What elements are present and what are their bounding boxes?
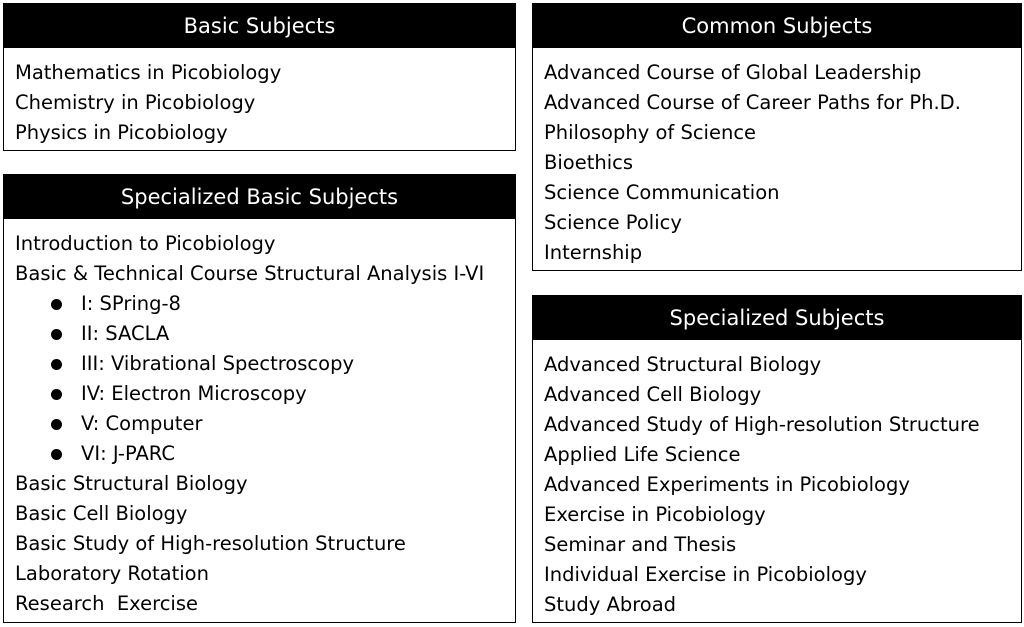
structural-analysis-sub-item (15, 439, 505, 469)
structural-analysis-sub-item (15, 319, 505, 349)
basic-subject-item: Chemistry in Picobiology (15, 91, 256, 114)
bullet-icon (51, 329, 62, 340)
specialized-basic-subject-item: Basic Study of High-resolution Structure (15, 532, 406, 555)
basic-subject-item: Mathematics in Picobiology (15, 61, 282, 84)
common-subject-item: Bioethics (544, 151, 634, 174)
sub-item-label: II: SACLA (81, 322, 170, 345)
specialized-subjects-header: Specialized Subjects (533, 296, 1021, 340)
specialized-basic-subject-item: Basic & Technical Course Structural Analysis I-VI (15, 262, 485, 285)
bullet-icon (51, 449, 62, 460)
basic-subjects-list (4, 48, 515, 148)
specialized-subject-item: Individual Exercise in Picobiology (544, 563, 867, 586)
structural-analysis-sub-item (15, 379, 505, 409)
specialized-basic-subject-item: Basic Structural Biology (15, 472, 248, 495)
common-subject-item: Philosophy of Science (544, 121, 757, 144)
common-subjects-header: Common Subjects (533, 4, 1021, 48)
bullet-icon (51, 359, 62, 370)
structural-analysis-sub-item (15, 289, 505, 319)
common-subject-item: Science Communication (544, 181, 780, 204)
specialized-subject-item: Advanced Study of High-resolution Structure (544, 413, 980, 436)
common-subject-item: Advanced Course of Global Leadership (544, 61, 922, 84)
basic-subjects-box (3, 3, 516, 151)
common-subject-item: Science Policy (544, 211, 682, 234)
specialized-basic-subject-item: Introduction to Picobiology (15, 232, 276, 255)
specialized-subject-item: Advanced Cell Biology (544, 383, 762, 406)
common-subject-item: Internship (544, 241, 643, 264)
bullet-icon (51, 419, 62, 430)
specialized-basic-subjects-list (4, 219, 515, 619)
sub-item-label: I: SPring-8 (81, 292, 181, 315)
specialized-subject-item: Advanced Experiments in Picobiology (544, 473, 910, 496)
specialized-subject-item: Applied Life Science (544, 443, 741, 466)
specialized-basic-subjects-header: Specialized Basic Subjects (4, 175, 515, 219)
specialized-basic-subject-item: Laboratory Rotation (15, 562, 209, 585)
common-subjects-box (532, 3, 1022, 271)
sub-item-label: III: Vibrational Spectroscopy (81, 352, 354, 375)
sub-item-label: VI: J-PARC (81, 442, 175, 465)
bullet-icon (51, 389, 62, 400)
specialized-subjects-list (533, 340, 1021, 620)
specialized-subject-item: Exercise in Picobiology (544, 503, 766, 526)
basic-subjects-header: Basic Subjects (4, 4, 515, 48)
sub-item-label: V: Computer (81, 412, 203, 435)
common-subject-item: Advanced Course of Career Paths for Ph.D. (544, 91, 961, 114)
specialized-subject-item: Study Abroad (544, 593, 677, 616)
specialized-subject-item: Advanced Structural Biology (544, 353, 822, 376)
specialized-basic-subject-item: Research Exercise (15, 592, 198, 615)
specialized-basic-subject-item: Basic Cell Biology (15, 502, 188, 525)
specialized-subject-item: Seminar and Thesis (544, 533, 737, 556)
structural-analysis-sub-item (15, 349, 505, 379)
bullet-icon (51, 299, 62, 310)
common-subjects-list (533, 48, 1021, 268)
specialized-basic-subjects-box (3, 174, 516, 623)
specialized-subjects-box (532, 295, 1022, 623)
sub-item-label: IV: Electron Microscopy (81, 382, 307, 405)
structural-analysis-sub-item (15, 409, 505, 439)
basic-subject-item: Physics in Picobiology (15, 121, 228, 144)
